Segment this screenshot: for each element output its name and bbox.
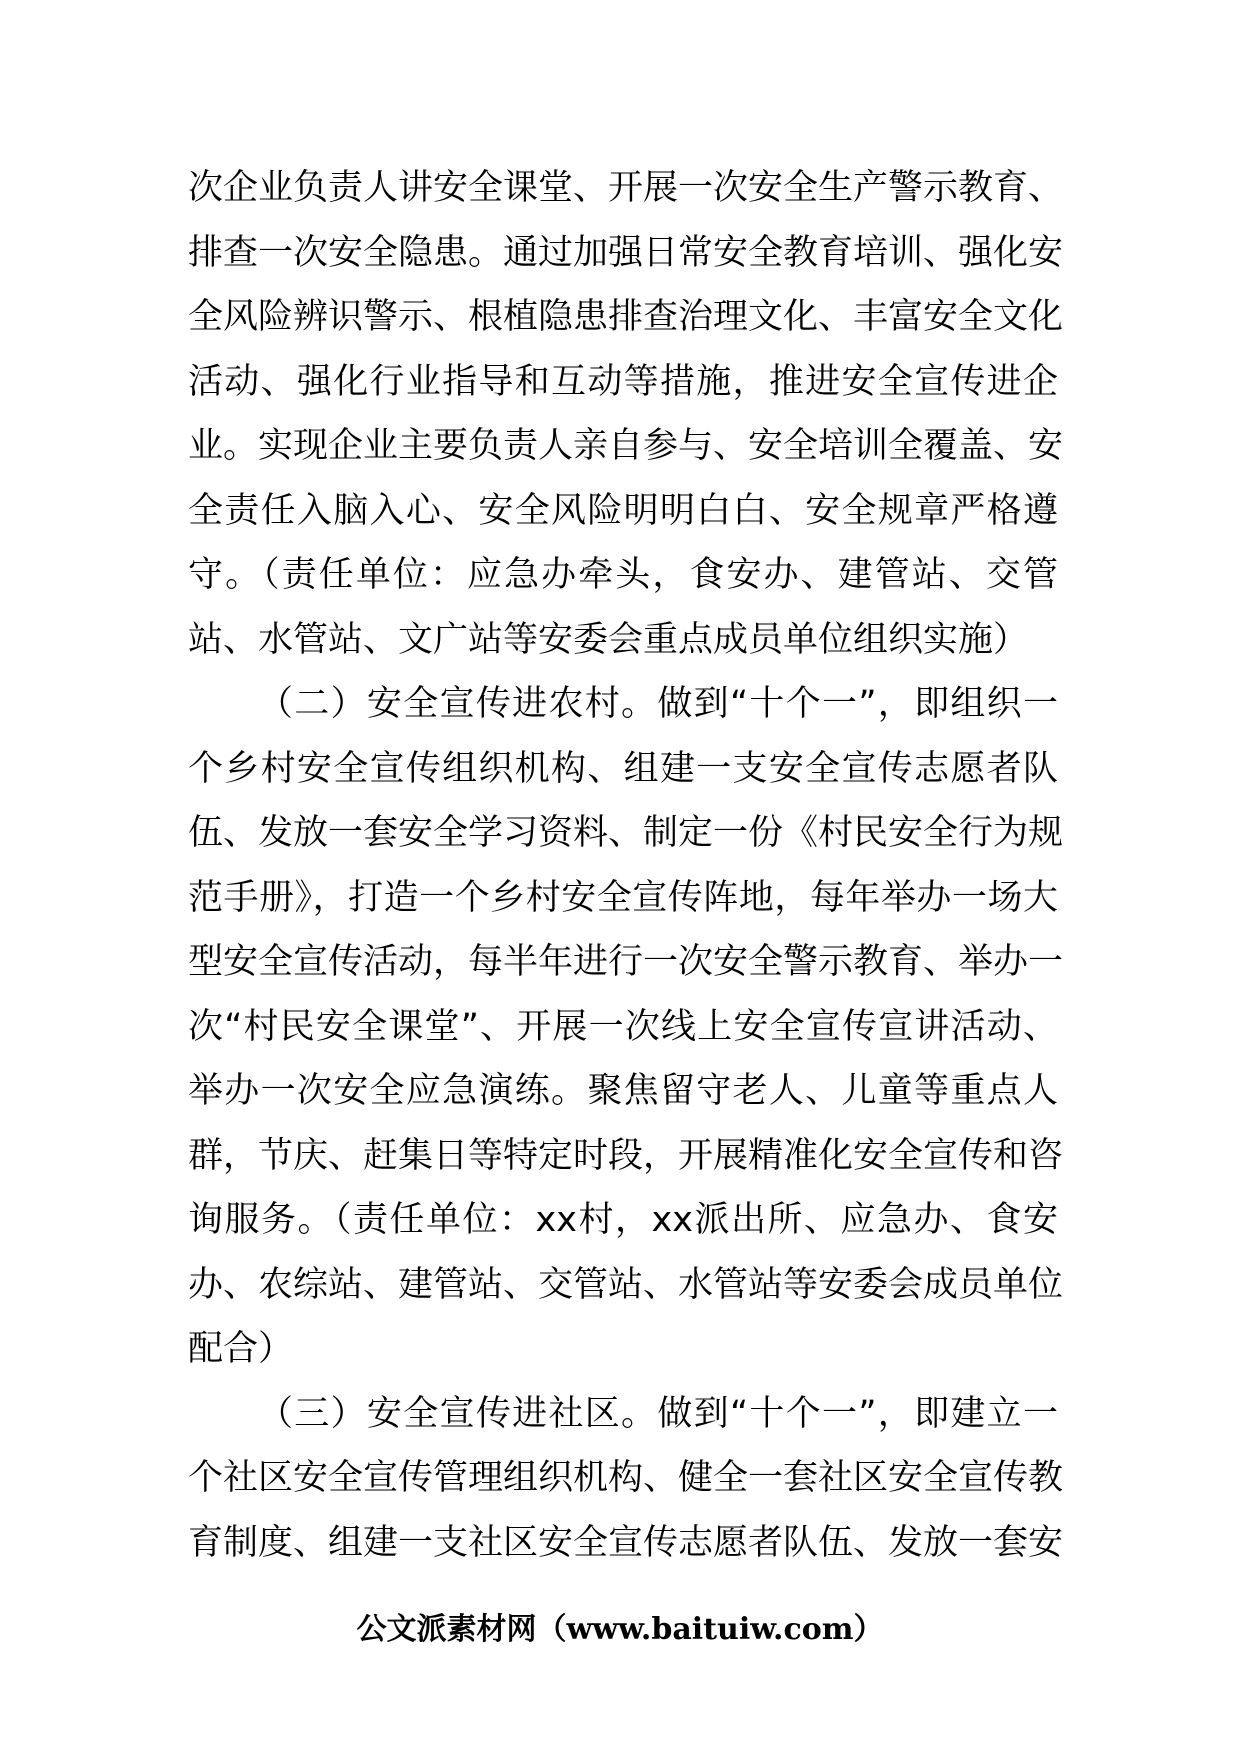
text-line: 伍、发放一套安全学习资料、制定一份《村民安全行为规 [188,813,1064,853]
text-line: 询服务。（责任单位：xx村，xx派出所、应急办、食安 [188,1200,1058,1240]
text-line: 全风险辨识警示、根植隐患排查治理文化、丰富安全文化 [188,297,1064,337]
text-line: 配合） [188,1329,294,1369]
text-line: 次“村民安全课堂”、开展一次线上安全宣传宣讲活动、 [188,1006,1058,1047]
text-line: 举办一次安全应急演练。聚焦留守老人、儿童等重点人 [188,1071,1058,1111]
text-line: 排查一次安全隐患。通过加强日常安全教育培训、强化安 [188,232,1064,273]
text-line: 次企业负责人讲安全课堂、开展一次安全生产警示教育、 [188,168,1064,208]
footer-watermark: 公文派素材网（www.baituiw.com） [356,1612,884,1647]
text-line: 站、水管站、文广站等安委会重点成员单位组织实施） [188,619,1029,660]
document-body [188,156,1064,1575]
text-line: 办、农综站、建管站、交管站、水管站等安委会成员单位 [188,1264,1064,1305]
text-line: 型安全宣传活动，每半年进行一次安全警示教育、举办一 [188,942,1064,982]
text-line: 守。（责任单位：应急办牵头，食安办、建管站、交管 [188,555,1058,595]
text-line: 群，节庆、赶集日等特定时段，开展精准化安全宣传和咨 [188,1135,1064,1176]
text-line: 范手册》，打造一个乡村安全宣传阵地，每年举办一场大 [188,877,1058,918]
text-line: 个社区安全宣传管理组织机构、健全一套社区安全宣传教 [188,1458,1064,1498]
text-line: 活动、强化行业指导和互动等措施，推进安全宣传进企 [188,361,1058,402]
text-line: 业。实现企业主要负责人亲自参与、安全培训全覆盖、安 [188,426,1064,466]
text-line: （三）安全宣传进社区。做到“十个一”，即建立一 [258,1393,1058,1434]
text-line: （二）安全宣传进农村。做到“十个一”，即组织一 [258,684,1058,724]
text-line: 育制度、组建一支社区安全宣传志愿者队伍、发放一套安 [188,1522,1064,1563]
text-line: 个乡村安全宣传组织机构、组建一支安全宣传志愿者队 [188,748,1058,789]
text-line: 全责任入脑入心、安全风险明明白白、安全规章严格遵 [188,490,1058,531]
